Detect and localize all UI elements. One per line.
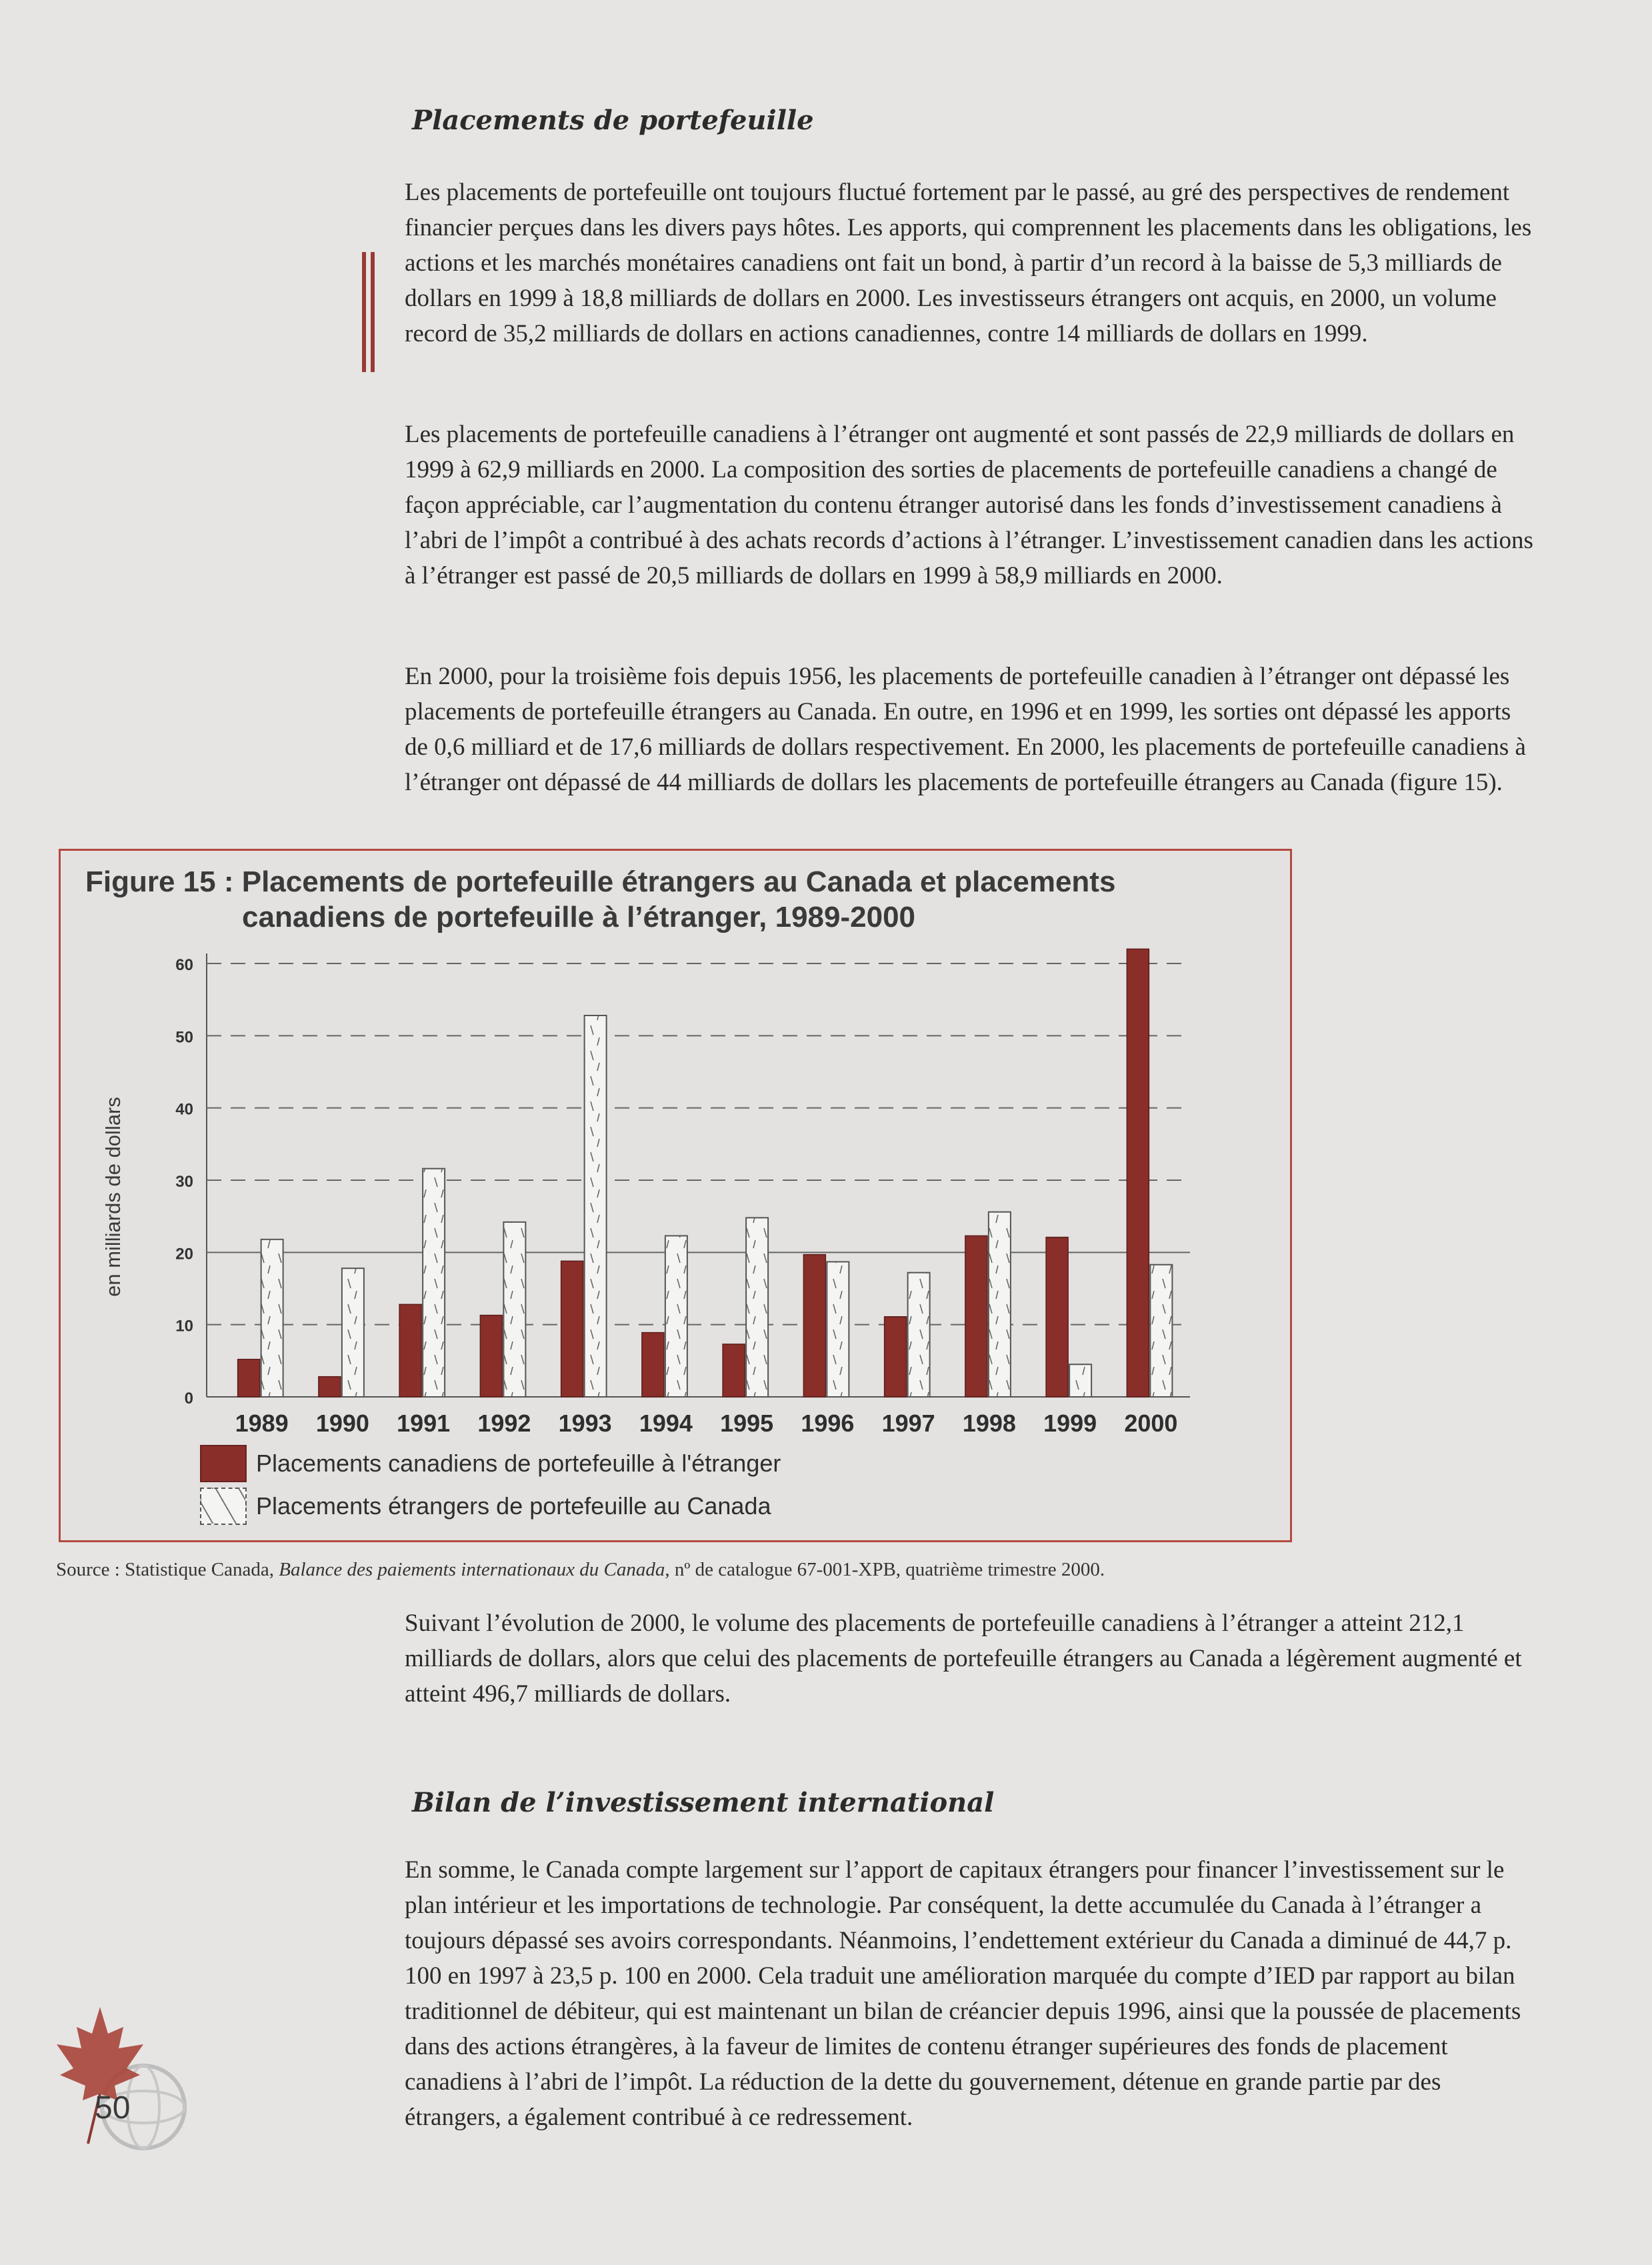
x-tick-label-1989: 1989	[235, 1410, 289, 1437]
x-tick-label-1991: 1991	[397, 1410, 451, 1437]
bar-foreign-1993	[585, 1015, 607, 1397]
bar-foreign-2000	[1150, 1265, 1172, 1397]
bar-canadian-1994	[642, 1333, 664, 1397]
y-tick-label-30: 30	[175, 1173, 193, 1191]
figure-title-line-1: Figure 15 : Placements de portefeuille étrangers au Canada et placements	[85, 865, 1116, 898]
source-suffix: , nº de catalogue 67-001-XPB, quatrième trimestre 2000.	[665, 1559, 1105, 1580]
source-prefix: Source : Statistique Canada,	[56, 1559, 279, 1580]
bar-foreign-1996	[827, 1262, 849, 1397]
paragraph-portfolio-after-figure: Suivant l’évolution de 2000, le volume des placements de portefeuille canadiens à l’étranger a atteint 212,1 milliards de dollars, alors que celui des placements de portefeuille étrangers au Canada a légèrement augmenté et atteint 496,7 milliards de dollars.	[405, 1610, 1522, 1708]
paragraph-portfolio-1: Les placements de portefeuille ont toujours fluctué fortement par le passé, au gré des perspectives de rendement financier perçues dans les divers pays hôtes. Les apports, qui comprennent les placements dans les obligations, les actions et les marchés monétaires canadiens ont fait un bond, à partir d’un record à la baisse de 5,3 milliards de dollars en 1999 à 18,8 milliards de dollars en 2000. Les investisseurs étrangers ont acquis, en 2000, un volume record de 35,2 milliards de dollars en actions canadiennes, contre 14 milliards de dollars en 1999.	[405, 179, 1532, 347]
bar-chart	[153, 947, 1220, 1447]
bar-canadian-1995	[723, 1344, 745, 1397]
page-number: 50	[95, 2090, 131, 2126]
x-tick-label-2000: 2000	[1124, 1410, 1178, 1437]
section-heading-iip: Bilan de l’investissement international	[412, 1787, 995, 1818]
x-tick-label-1996: 1996	[801, 1410, 855, 1437]
y-tick-label-0: 0	[184, 1390, 193, 1408]
revision-bar-left	[362, 252, 366, 372]
y-tick-label-50: 50	[175, 1028, 193, 1047]
x-tick-label-1994: 1994	[639, 1410, 693, 1437]
x-tick-label-1995: 1995	[720, 1410, 774, 1437]
y-tick-label-20: 20	[175, 1245, 193, 1264]
bar-foreign-1990	[342, 1268, 364, 1397]
source-publication-title: Balance des paiements internationaux du Canada	[279, 1559, 665, 1580]
bar-foreign-1994	[665, 1236, 687, 1397]
legend-item-foreign	[200, 1488, 771, 1525]
bar-canadian-1990	[319, 1377, 341, 1397]
bar-canadian-1998	[965, 1236, 987, 1397]
bar-canadian-1993	[561, 1261, 583, 1397]
x-tick-label-1998: 1998	[962, 1410, 1016, 1437]
x-tick-label-1990: 1990	[315, 1410, 369, 1437]
bar-canadian-1992	[480, 1316, 502, 1397]
legend-label-canadian: Placements canadiens de portefeuille à l'étranger	[256, 1450, 781, 1477]
y-tick-label-40: 40	[175, 1100, 193, 1119]
legend-label-foreign: Placements étrangers de portefeuille au Canada	[256, 1492, 771, 1520]
x-tick-label-1997: 1997	[881, 1410, 935, 1437]
legend-item-canadian	[200, 1445, 781, 1482]
paragraph-portfolio-3: En 2000, pour la troisième fois depuis 1956, les placements de portefeuille canadien à l’étranger ont dépassé les placements de portefeuille étrangers au Canada. En outre, en 1996 et en 1999, les sorties ont dépassé les apports de 0,6 milliard et de 17,6 milliards de dollars respectivement. En 2000, les placements de portefeuille canadiens à l’étranger ont dépassé de 44 milliards de dollars les placements de portefeuille étrangers au Canada (figure 15).	[405, 663, 1526, 796]
y-tick-label-10: 10	[175, 1317, 193, 1336]
x-tick-label-1992: 1992	[477, 1410, 531, 1437]
bar-foreign-1999	[1069, 1364, 1091, 1397]
figure-title	[85, 864, 1272, 935]
y-axis-label: en milliards de dollars	[101, 1097, 125, 1297]
bar-foreign-1998	[989, 1212, 1011, 1397]
bar-canadian-1999	[1046, 1238, 1068, 1397]
bar-canadian-1989	[238, 1360, 260, 1397]
x-tick-label-1993: 1993	[558, 1410, 612, 1437]
maple-leaf-globe-logo	[27, 2000, 227, 2160]
revision-bar-right	[371, 252, 375, 372]
figure-source	[56, 1559, 1105, 1581]
bar-canadian-1991	[399, 1304, 421, 1397]
bar-foreign-1991	[423, 1169, 445, 1397]
legend-swatch-canadian	[200, 1445, 247, 1482]
paragraph-iip: En somme, le Canada compte largement sur l’apport de capitaux étrangers pour financer l’investissement sur le plan intérieur et les importations de technologie. Par conséquent, la dette accumulée du Canada à l’étranger a toujours dépassé ses avoirs correspondants. Néanmoins, l’endettement extérieur du Canada a diminué de 44,7 p. 100 en 1997 à 23,5 p. 100 en 2000. Cela traduit une amélioration marquée du compte d’IED par rapport au bilan traditionnel de débiteur, qui est maintenant un bilan de créancier depuis 1996, ainsi que la poussée de placements dans des actions étrangères, à la faveur de limites de contenu étranger supérieures des fonds de placement canadiens à l’abri de l’impôt. La réduction de la dette du gouvernement, détenue en grande partie par des étrangers, a également contribué à ce redressement.	[405, 1856, 1521, 2131]
paragraph-portfolio-2: Les placements de portefeuille canadiens à l’étranger ont augmenté et sont passés de 22,9 milliards de dollars en 1999 à 62,9 milliards en 2000. La composition des sorties de placements de portefeuille canadiens a changé de façon appréciable, car l’augmentation du contenu étranger autorisé dans les fonds d’investissement canadiens à l’abri de l’impôt a contribué à des achats records d’actions à l’étranger. L’investissement canadien dans les actions à l’étranger est passé de 20,5 milliards de dollars en 1999 à 58,9 milliards en 2000.	[405, 421, 1533, 589]
section-heading-portfolio: Placements de portefeuille	[412, 105, 814, 136]
bar-canadian-1996	[803, 1255, 825, 1397]
bar-foreign-1997	[908, 1273, 930, 1397]
bar-canadian-2000	[1127, 949, 1149, 1397]
x-tick-label-1999: 1999	[1043, 1410, 1097, 1437]
y-tick-label-60: 60	[175, 956, 193, 974]
bar-canadian-1997	[885, 1317, 907, 1397]
bar-foreign-1992	[503, 1222, 525, 1397]
bar-foreign-1989	[261, 1240, 283, 1397]
figure-title-line-2: canadiens de portefeuille à l’étranger, 1989-2000	[242, 901, 916, 933]
legend-swatch-foreign	[200, 1488, 247, 1525]
bar-foreign-1995	[746, 1218, 768, 1397]
